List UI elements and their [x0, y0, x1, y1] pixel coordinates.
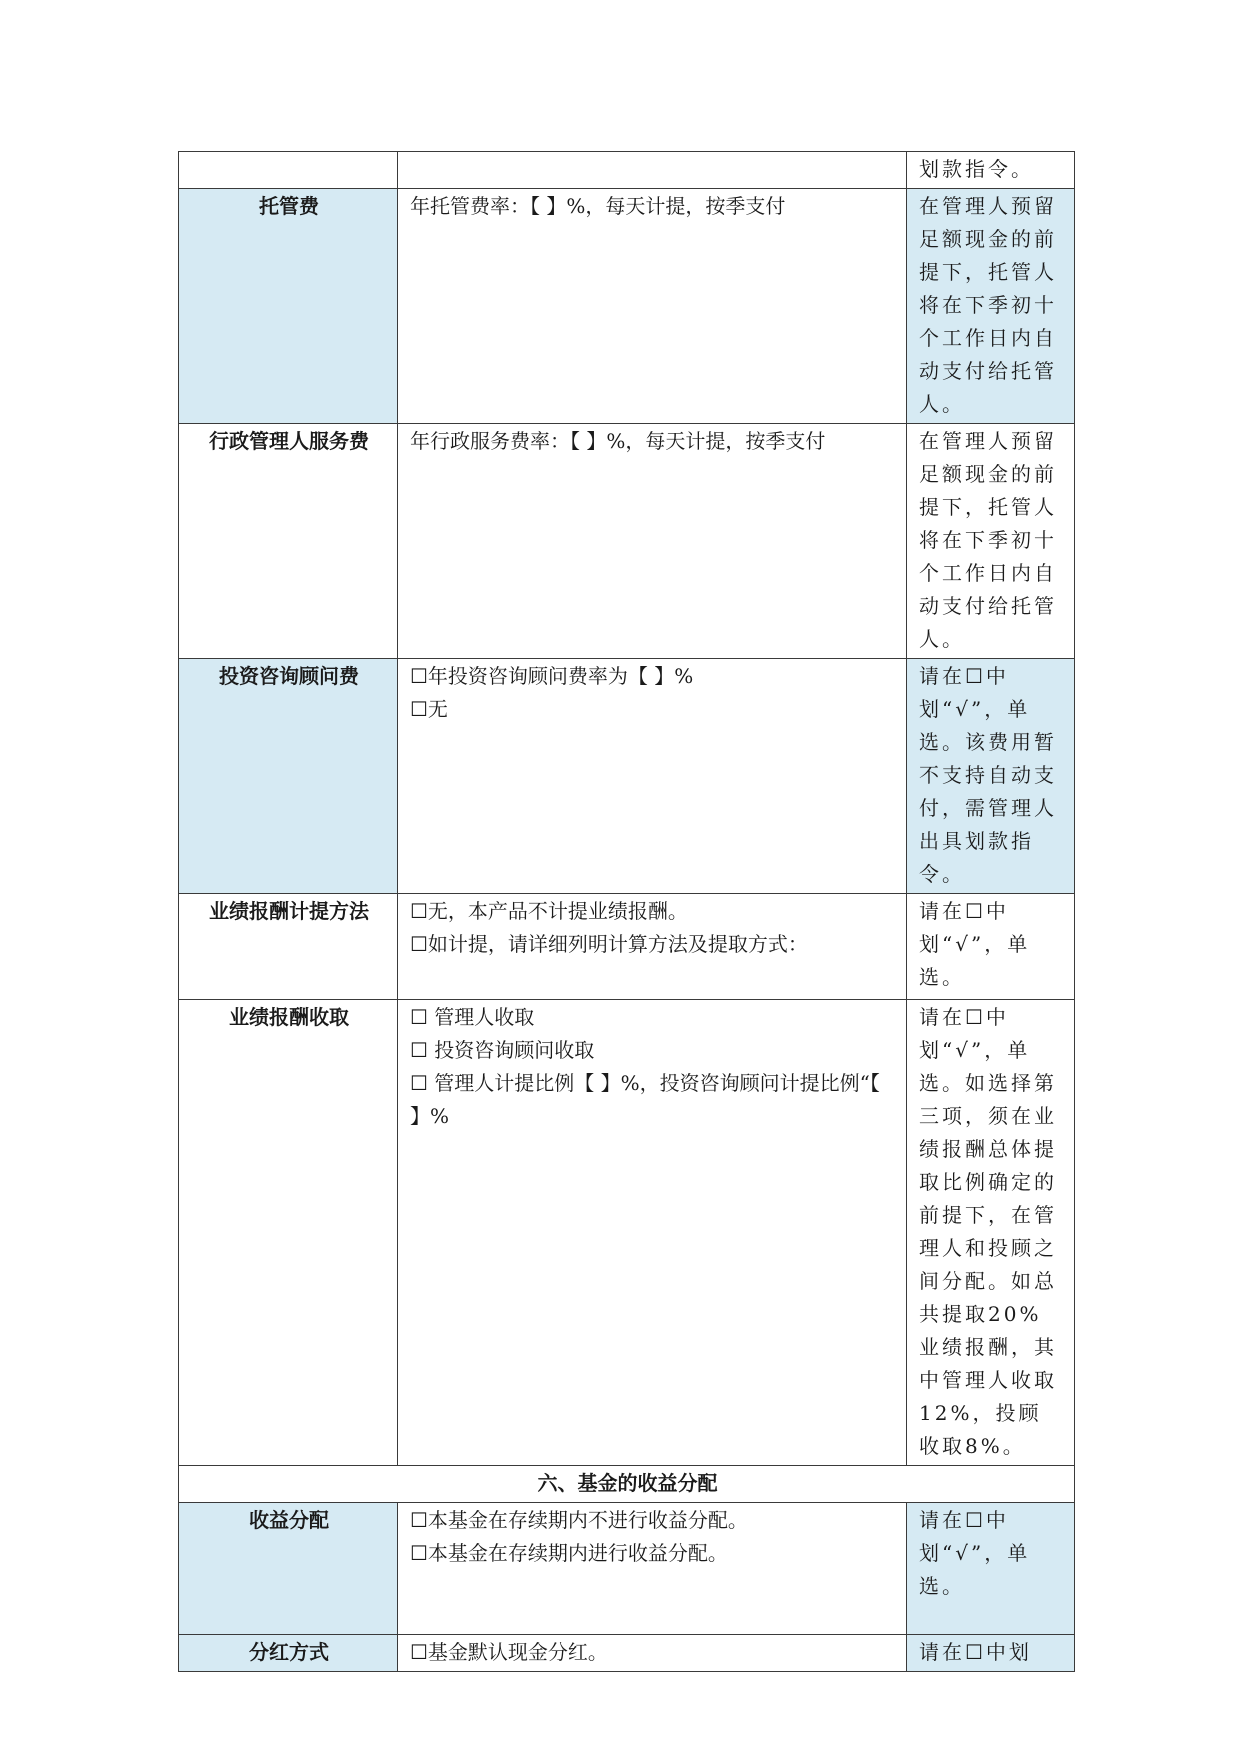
row-label: 收益分配 — [179, 1503, 398, 1635]
row-label: 业绩报酬计提方法 — [179, 894, 398, 1000]
row-content: 年托管费率：【 】%，每天计提，按季支付 — [398, 189, 907, 424]
table-row — [179, 189, 1075, 424]
row-content: 年行政服务费率：【 】%，每天计提，按季支付 — [398, 424, 907, 659]
table-row — [179, 152, 1075, 189]
table-row — [179, 1503, 1075, 1635]
row-note: 在管理人预留足额现金的前提下，托管人将在下季初十个工作日内自动支付给托管人。 — [907, 189, 1075, 424]
table-row — [179, 1635, 1075, 1672]
table-row — [179, 894, 1075, 1000]
table-row — [179, 1000, 1075, 1466]
section-title: 六、基金的收益分配 — [179, 1466, 1075, 1503]
row-label — [179, 152, 398, 189]
table-row — [179, 659, 1075, 894]
row-content: ☐基金默认现金分红。 — [398, 1635, 907, 1672]
row-label: 业绩报酬收取 — [179, 1000, 398, 1466]
row-content: ☐无，本产品不计提业绩报酬。 ☐如计提，请详细列明计算方法及提取方式： — [398, 894, 907, 1000]
table-row — [179, 424, 1075, 659]
row-note: 请在☐中划 — [907, 1635, 1075, 1672]
row-content — [398, 152, 907, 189]
row-content: ☐ 管理人收取 ☐ 投资咨询顾问收取 ☐ 管理人计提比例【 】%，投资咨询顾问计提比例“【 】% — [398, 1000, 907, 1466]
row-note: 在管理人预留足额现金的前提下，托管人将在下季初十个工作日内自动支付给托管人。 — [907, 424, 1075, 659]
fund-terms-table — [178, 151, 1075, 1672]
row-label: 投资咨询顾问费 — [179, 659, 398, 894]
row-content: ☐本基金在存续期内不进行收益分配。 ☐本基金在存续期内进行收益分配。 — [398, 1503, 907, 1635]
row-note: 请在☐中划“√”，单选。如选择第三项，须在业绩报酬总体提取比例确定的前提下，在管理人和投顾之间分配。如总共提取20%业绩报酬，其中管理人收取12%，投顾收取8%。 — [907, 1000, 1075, 1466]
row-note: 请在☐中划“√”，单选。该费用暂不支持自动支付，需管理人出具划款指令。 — [907, 659, 1075, 894]
row-note: 请在☐中划“√”，单选。 — [907, 894, 1075, 1000]
row-note: 划款指令。 — [907, 152, 1075, 189]
row-label: 行政管理人服务费 — [179, 424, 398, 659]
row-content: ☐年投资咨询顾问费率为【 】% ☐无 — [398, 659, 907, 894]
row-note: 请在☐中划“√”，单选。 — [907, 1503, 1075, 1635]
row-label: 托管费 — [179, 189, 398, 424]
row-label: 分红方式 — [179, 1635, 398, 1672]
section-header-row — [179, 1466, 1075, 1503]
